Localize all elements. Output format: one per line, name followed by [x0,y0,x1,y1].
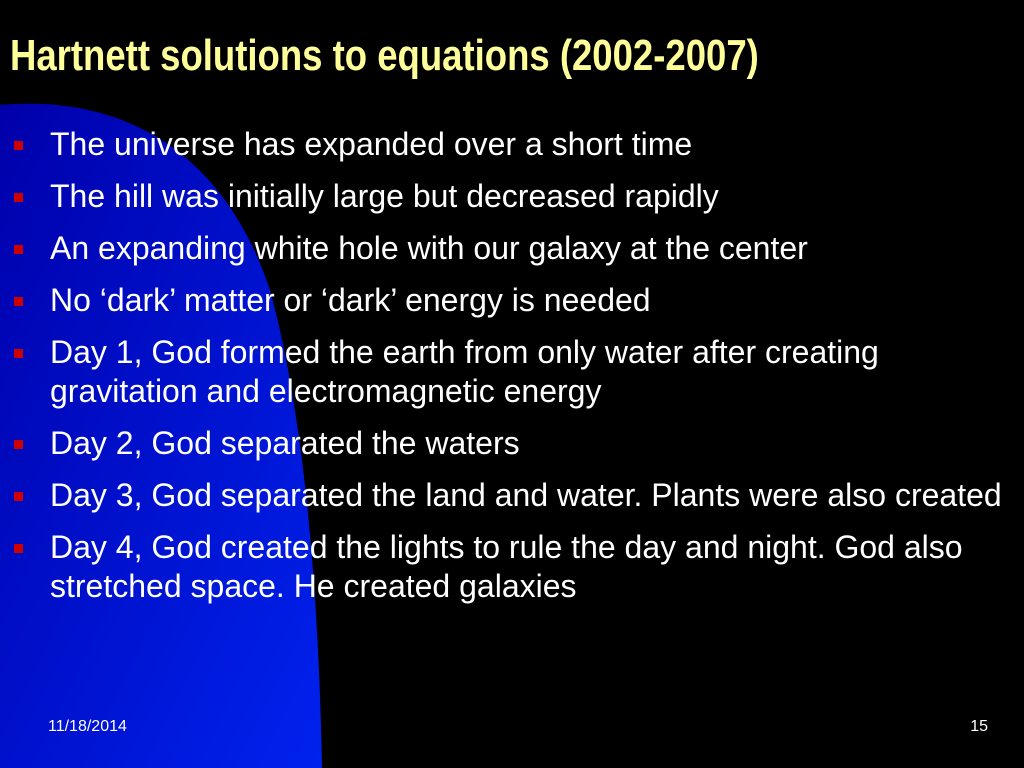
slide-title: Hartnett solutions to equations (2002-2007) [10,31,759,80]
page-number: 15 [970,718,988,735]
bullet-square-icon [14,141,23,150]
bullet-item [0,424,1024,463]
bullet-item [0,528,1024,606]
bullet-square-icon [14,193,23,202]
bullet-text: Day 3, God separated the land and water. Plants were also created [50,477,1002,513]
bullet-text: An expanding white hole with our galaxy at the center [50,230,808,266]
bullet-list [0,125,1024,619]
bullet-item [0,333,1024,411]
bullet-text: The universe has expanded over a short time [50,126,693,162]
bullet-text: Day 1, God formed the earth from only water after creating gravitation and electromagnetic energy [50,334,879,409]
bullet-square-icon [14,297,23,306]
bullet-item [0,125,1024,164]
bullet-text: Day 2, God separated the waters [50,425,520,461]
bullet-text: No ‘dark’ matter or ‘dark’ energy is needed [50,282,651,318]
bullet-square-icon [14,245,23,254]
bullet-text: The hill was initially large but decreased rapidly [50,178,719,214]
bullet-square-icon [14,349,23,358]
bullet-item [0,476,1024,515]
bullet-text: Day 4, God created the lights to rule the day and night. God also stretched space. He created galaxies [50,529,963,604]
bullet-item [0,229,1024,268]
bullet-square-icon [14,440,23,449]
bullet-square-icon [14,544,23,553]
bullet-square-icon [14,492,23,501]
footer-date: 11/18/2014 [48,718,127,735]
bullet-item [0,177,1024,216]
bullet-item [0,281,1024,320]
